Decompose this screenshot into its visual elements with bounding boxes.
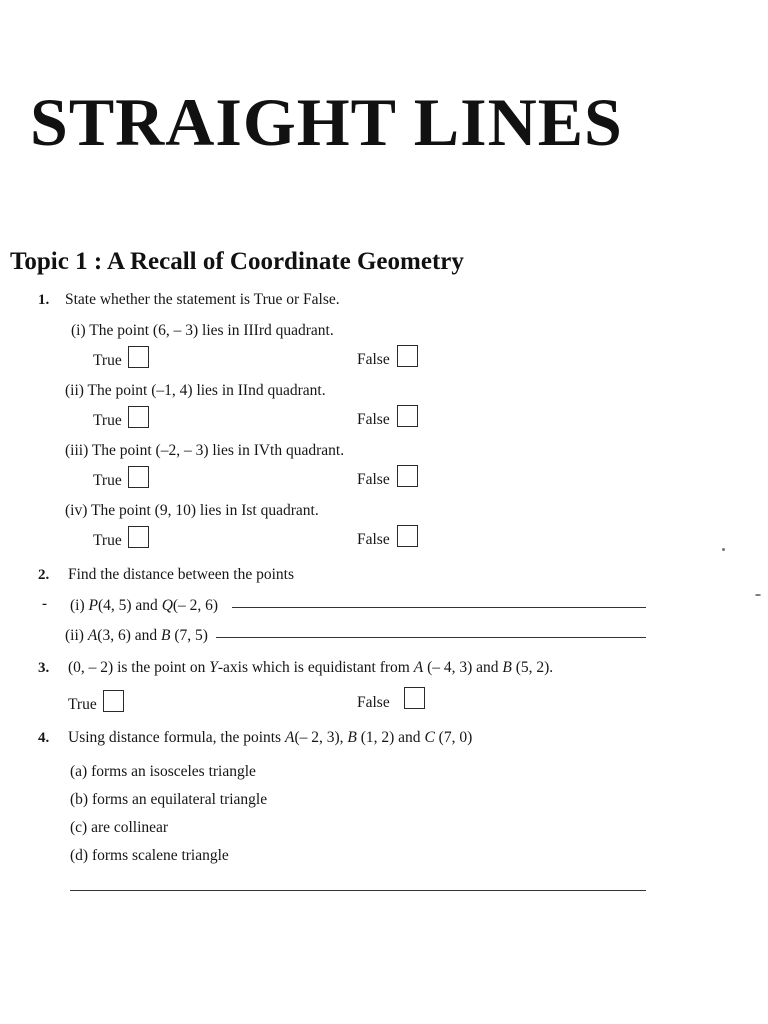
question-4-number: 4. [38, 730, 50, 746]
answer-line[interactable] [232, 607, 646, 608]
false-checkbox[interactable] [397, 525, 418, 547]
false-label: False [357, 694, 390, 711]
true-checkbox[interactable] [128, 526, 149, 548]
false-label: False [357, 351, 390, 368]
true-checkbox[interactable] [128, 466, 149, 488]
question-1-part-iv: (iv) The point (9, 10) lies in Ist quadrant. [65, 502, 319, 519]
option-d: (d) forms scalene triangle [70, 847, 229, 864]
question-4-text: Using distance formula, the points A(– 2, 3), B (1, 2) and C (7, 0) [68, 729, 473, 746]
question-1-text: State whether the statement is True or False. [65, 291, 340, 308]
question-2-part-ii: (ii) A(3, 6) and B (7, 5) [65, 627, 208, 644]
question-1-part-i: (i) The point (6, – 3) lies in IIIrd quadrant. [71, 322, 334, 339]
margin-mark: - [42, 596, 47, 612]
false-label: False [357, 531, 390, 548]
chapter-title: STRAIGHT LINES [30, 84, 623, 160]
true-label: True [93, 412, 122, 429]
true-checkbox[interactable] [103, 690, 124, 712]
false-checkbox[interactable] [397, 345, 418, 367]
false-label: False [357, 471, 390, 488]
question-1-part-iii: (iii) The point (–2, – 3) lies in IVth quadrant. [65, 442, 345, 459]
option-a: (a) forms an isosceles triangle [70, 763, 256, 780]
question-1-number: 1. [38, 292, 50, 308]
answer-line[interactable] [70, 890, 646, 891]
question-1-part-ii: (ii) The point (–1, 4) lies in IInd quadrant. [65, 382, 326, 399]
question-2-number: 2. [38, 567, 50, 583]
true-label: True [68, 696, 97, 713]
scan-speck [755, 594, 761, 596]
scan-speck [722, 548, 725, 551]
question-2-text: Find the distance between the points [68, 566, 294, 583]
topic-title: Topic 1 : A Recall of Coordinate Geometry [10, 248, 464, 275]
true-label: True [93, 352, 122, 369]
true-label: True [93, 532, 122, 549]
option-c: (c) are collinear [70, 819, 169, 836]
true-checkbox[interactable] [128, 346, 149, 368]
question-2-part-i: (i) P(4, 5) and Q(– 2, 6) [70, 597, 219, 614]
false-checkbox[interactable] [397, 465, 418, 487]
question-3-text: (0, – 2) is the point on Y-axis which is equidistant from A (– 4, 3) and B (5, 2). [68, 659, 554, 676]
false-checkbox[interactable] [404, 687, 425, 709]
question-3-number: 3. [38, 660, 50, 676]
answer-line[interactable] [216, 637, 646, 638]
true-checkbox[interactable] [128, 406, 149, 428]
option-b: (b) forms an equilateral triangle [70, 791, 268, 808]
false-label: False [357, 411, 390, 428]
false-checkbox[interactable] [397, 405, 418, 427]
true-label: True [93, 472, 122, 489]
